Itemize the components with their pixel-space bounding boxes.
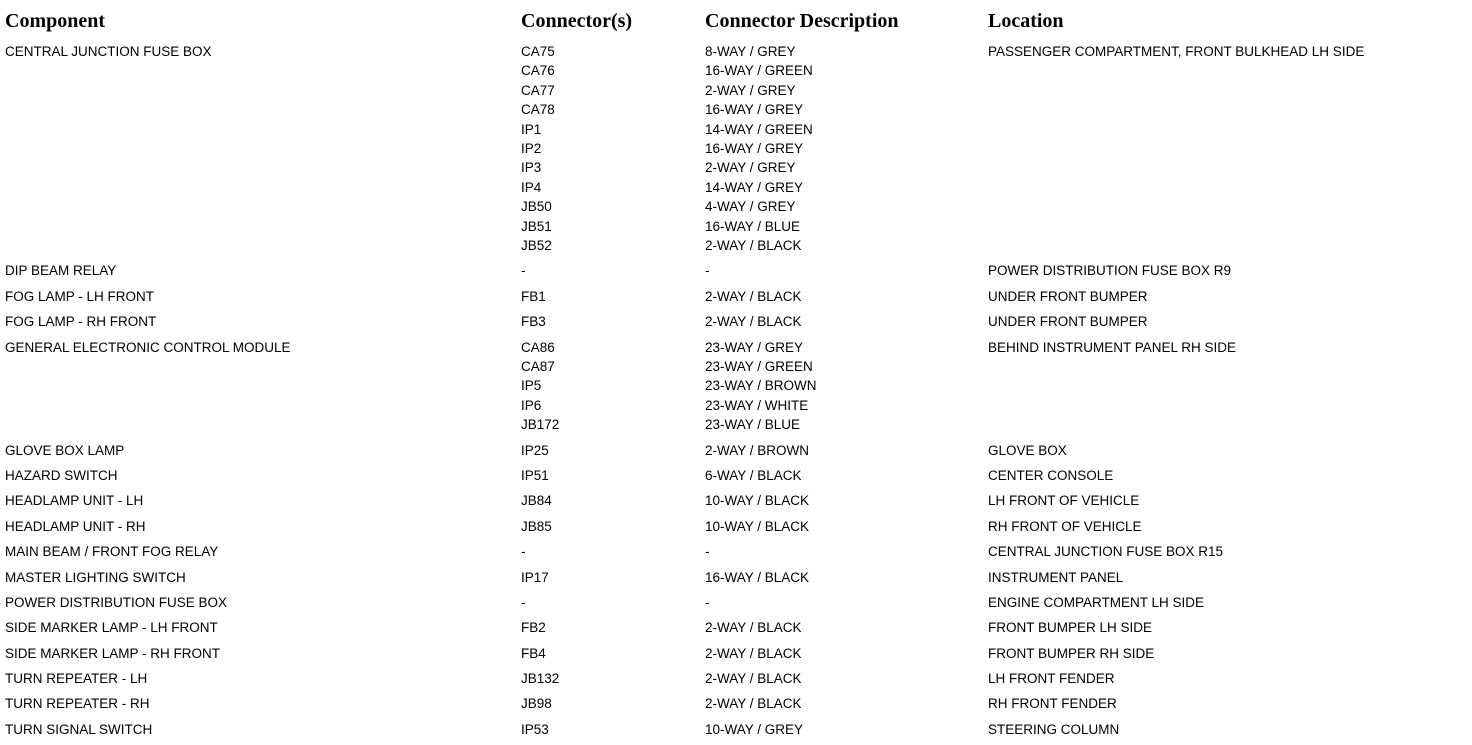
connector-id: IP4 (521, 179, 542, 195)
connector-id: FB1 (521, 288, 546, 304)
connector-description: 8-WAY / GREY (705, 44, 796, 59)
connector-description: 2-WAY / BLACK (705, 314, 802, 330)
connector-id: IP3 (521, 160, 542, 176)
connector-description: 23-WAY / WHITE (705, 397, 809, 413)
description-cell (705, 42, 813, 255)
connectors-cell (521, 42, 555, 255)
component-cell: GLOVE BOX LAMP (5, 442, 125, 458)
component-cell: GENERAL ELECTRONIC CONTROL MODULE (5, 339, 291, 355)
connectors-cell (521, 287, 546, 306)
location-cell: STEERING COLUMN (988, 721, 1120, 737)
component-cell: POWER DISTRIBUTION FUSE BOX (5, 594, 228, 610)
table-row (0, 312, 1472, 331)
connector-description: 10-WAY / GREY (705, 721, 804, 737)
component-cell: SIDE MARKER LAMP - RH FRONT (5, 645, 221, 661)
connector-id: IP6 (521, 397, 542, 413)
description-cell (705, 338, 817, 435)
connector-description: 6-WAY / BLACK (705, 467, 802, 483)
location-cell: GLOVE BOX (988, 442, 1067, 458)
component-cell: MAIN BEAM / FRONT FOG RELAY (5, 544, 219, 560)
header-component: Component (5, 10, 106, 32)
table-row (0, 618, 1472, 637)
connector-description: 23-WAY / GREEN (705, 358, 813, 374)
connector-description: 10-WAY / BLACK (705, 518, 810, 534)
description-cell (705, 568, 809, 587)
table-body (0, 42, 1472, 745)
description-cell (705, 517, 809, 536)
table-row (0, 42, 1472, 255)
connector-description: 2-WAY / BLACK (705, 645, 802, 661)
component-cell: TURN REPEATER - RH (5, 696, 150, 712)
connector-id: CA86 (521, 339, 555, 355)
component-cell: HEADLAMP UNIT - LH (5, 493, 144, 509)
connectors-cell (521, 593, 526, 612)
connector-description: 16-WAY / GREY (705, 102, 804, 118)
connector-description: 10-WAY / BLACK (705, 493, 810, 509)
connector-id: FB3 (521, 314, 546, 330)
connector-id: JB84 (521, 493, 552, 509)
connector-description: 16-WAY / GREY (705, 140, 804, 156)
component-cell: MASTER LIGHTING SWITCH (5, 569, 186, 585)
component-cell: DIP BEAM RELAY (5, 263, 117, 279)
component-cell: SIDE MARKER LAMP - LH FRONT (5, 620, 218, 636)
header-location: Location (988, 10, 1064, 32)
connector-description: 23-WAY / BROWN (705, 378, 817, 394)
table-row (0, 287, 1472, 306)
connectors-cell (521, 338, 559, 435)
component-cell: FOG LAMP - LH FRONT (5, 288, 155, 304)
connector-id: JB50 (521, 199, 552, 215)
connector-id: JB132 (521, 671, 560, 687)
description-cell (705, 312, 802, 331)
table-row (0, 669, 1472, 688)
connector-id: JB52 (521, 237, 552, 253)
connector-id: CA87 (521, 358, 555, 374)
connectors-cell (521, 441, 549, 460)
location-cell: UNDER FRONT BUMPER (988, 288, 1148, 304)
connector-id: JB172 (521, 417, 560, 433)
connector-description: 2-WAY / BLACK (705, 288, 802, 304)
description-cell (705, 491, 809, 510)
component-cell: TURN REPEATER - LH (5, 671, 148, 687)
connector-description: - (705, 594, 710, 610)
table-row (0, 466, 1472, 485)
description-cell (705, 542, 710, 561)
connector-id: CA77 (521, 82, 555, 98)
location-cell: RH FRONT OF VEHICLE (988, 518, 1142, 534)
connector-id: JB85 (521, 518, 552, 534)
table-row (0, 644, 1472, 663)
description-cell (705, 261, 710, 280)
connector-id: IP25 (521, 442, 549, 458)
connectors-cell (521, 491, 552, 510)
connector-description: 2-WAY / BROWN (705, 442, 810, 458)
connectors-cell (521, 542, 526, 561)
description-cell (705, 694, 802, 713)
connector-description: 14-WAY / GREEN (705, 121, 813, 137)
connector-id: FB4 (521, 645, 546, 661)
description-cell (705, 441, 809, 460)
connector-description: 2-WAY / BLACK (705, 671, 802, 687)
connector-id: - (521, 594, 526, 610)
connector-description: - (705, 544, 710, 560)
table-row (0, 338, 1472, 435)
connector-id: - (521, 263, 526, 279)
connectors-cell (521, 568, 549, 587)
description-cell (705, 618, 802, 637)
description-cell (705, 593, 710, 612)
description-cell (705, 287, 802, 306)
location-cell: CENTER CONSOLE (988, 467, 1114, 483)
connector-description: 2-WAY / BLACK (705, 696, 802, 712)
connector-description: 2-WAY / BLACK (705, 620, 802, 636)
connector-description: 2-WAY / GREY (705, 160, 796, 176)
connectors-cell (521, 517, 552, 536)
location-cell: PASSENGER COMPARTMENT, FRONT BULKHEAD LH SIDE (988, 44, 1365, 59)
connector-description: - (705, 263, 710, 279)
location-cell: FRONT BUMPER LH SIDE (988, 620, 1153, 636)
table-row (0, 568, 1472, 587)
connectors-cell (521, 694, 552, 713)
connector-id: JB51 (521, 218, 552, 234)
description-cell (705, 644, 802, 663)
connector-id: - (521, 544, 526, 560)
location-cell: INSTRUMENT PANEL (988, 569, 1124, 585)
component-cell: TURN SIGNAL SWITCH (5, 721, 153, 737)
description-cell (705, 669, 802, 688)
connectors-cell (521, 720, 549, 739)
connector-description: 2-WAY / BLACK (705, 237, 802, 253)
connector-id: IP53 (521, 721, 549, 737)
location-cell: LH FRONT OF VEHICLE (988, 493, 1140, 509)
connector-id: CA76 (521, 63, 555, 79)
table-row (0, 491, 1472, 510)
connector-description: 14-WAY / GREY (705, 179, 804, 195)
connectors-cell (521, 466, 549, 485)
connector-id: CA75 (521, 44, 555, 59)
location-cell: POWER DISTRIBUTION FUSE BOX R9 (988, 263, 1232, 279)
connectors-cell (521, 644, 546, 663)
location-cell: FRONT BUMPER RH SIDE (988, 645, 1155, 661)
connector-description: 4-WAY / GREY (705, 199, 796, 215)
component-cell: HEADLAMP UNIT - RH (5, 518, 146, 534)
location-cell: UNDER FRONT BUMPER (988, 314, 1148, 330)
location-cell: ENGINE COMPARTMENT LH SIDE (988, 594, 1205, 610)
table-row (0, 261, 1472, 280)
component-cell: HAZARD SWITCH (5, 467, 118, 483)
table-row (0, 720, 1472, 739)
description-cell (705, 466, 802, 485)
connectors-cell (521, 261, 526, 280)
header-connectors: Connector(s) (521, 10, 633, 32)
connector-id: JB98 (521, 696, 552, 712)
connectors-cell (521, 618, 546, 637)
connector-id: CA78 (521, 102, 555, 118)
connector-description: 2-WAY / GREY (705, 82, 796, 98)
location-cell: RH FRONT FENDER (988, 696, 1117, 712)
connector-id: IP1 (521, 121, 542, 137)
description-cell (705, 720, 803, 739)
location-cell: LH FRONT FENDER (988, 671, 1115, 687)
location-cell: BEHIND INSTRUMENT PANEL RH SIDE (988, 339, 1237, 355)
table-row (0, 517, 1472, 536)
location-cell: CENTRAL JUNCTION FUSE BOX R15 (988, 544, 1224, 560)
connector-description: 16-WAY / BLUE (705, 218, 801, 234)
table-row (0, 542, 1472, 561)
header-connector-description: Connector Description (705, 10, 899, 32)
connectors-cell (521, 312, 546, 331)
connector-description: 16-WAY / GREEN (705, 63, 813, 79)
connector-id: FB2 (521, 620, 546, 636)
component-cell: FOG LAMP - RH FRONT (5, 314, 157, 330)
connector-description: 23-WAY / GREY (705, 339, 804, 355)
table-row (0, 441, 1472, 460)
component-cell: CENTRAL JUNCTION FUSE BOX (5, 44, 212, 59)
table-row (0, 593, 1472, 612)
connector-id: IP17 (521, 569, 549, 585)
connector-id: IP5 (521, 378, 542, 394)
connectors-cell (521, 669, 559, 688)
connector-id: IP2 (521, 140, 542, 156)
connector-id: IP51 (521, 467, 549, 483)
connector-description: 23-WAY / BLUE (705, 417, 801, 433)
connector-description: 16-WAY / BLACK (705, 569, 810, 585)
table-row (0, 694, 1472, 713)
